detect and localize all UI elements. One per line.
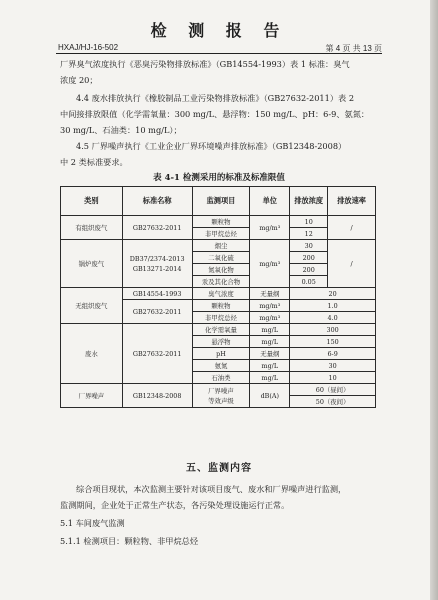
item-cell: 厂界噪声 等效声级 bbox=[192, 384, 250, 408]
header-standard: 标准名称 bbox=[122, 187, 192, 216]
monitoring-content-paragraph: 综合项目现状，本次监测主要针对该项目废气、废水和厂界噪声进行监测， 监测期间，企业处于正常生产状态，各污染处理设施运行正常。 bbox=[60, 484, 347, 510]
unit-cell: mg/m³ bbox=[250, 300, 290, 312]
header-category: 类别 bbox=[61, 187, 123, 216]
category-cell: 无组织废气 bbox=[61, 288, 123, 324]
unit-cell: mg/L bbox=[250, 372, 290, 384]
limit-cell: 4.0 bbox=[290, 312, 376, 324]
item-cell: 颗粒物 bbox=[192, 216, 250, 228]
item-cell: 悬浮物 bbox=[192, 336, 250, 348]
page-number: 第 4 页 共 13 页 bbox=[325, 44, 382, 53]
standard-cell: GB12348-2008 bbox=[122, 384, 192, 408]
table-row bbox=[61, 288, 376, 300]
item-cell: 氮氧化物 bbox=[192, 264, 250, 276]
standard-cell: GB14554-1993 bbox=[122, 288, 192, 300]
unit-cell: 无量纲 bbox=[250, 288, 290, 300]
limit-cell-day: 60（昼间） bbox=[290, 384, 376, 396]
limit-cell-night: 50（夜间） bbox=[290, 396, 376, 408]
header-rate: 排放速率 bbox=[328, 187, 376, 216]
table-caption: 表 4-1 检测采用的标准及标准限值 bbox=[153, 173, 285, 183]
document-id: HXAJ/HJ-16-502 bbox=[58, 43, 119, 52]
category-cell: 厂界噪声 bbox=[61, 384, 123, 408]
limit-cell: 30 bbox=[290, 360, 376, 372]
unit-cell: dB(A) bbox=[250, 384, 290, 408]
item-cell: 颗粒物 bbox=[192, 300, 250, 312]
limit-cell: 200 bbox=[290, 252, 328, 264]
standard-cell: GB27632-2011 bbox=[122, 300, 192, 324]
item-cell: 非甲烷总烃 bbox=[192, 228, 250, 240]
standard-cell: GB27632-2011 bbox=[122, 216, 192, 240]
limit-cell: 10 bbox=[290, 216, 328, 228]
subsection-heading: 5.1 车间废气监测 bbox=[60, 518, 125, 528]
unit-cell: mg/m³ bbox=[250, 216, 290, 240]
item-cell: 二氧化硫 bbox=[192, 252, 250, 264]
unit-cell: mg/L bbox=[250, 360, 290, 372]
table-row bbox=[61, 240, 376, 252]
standard-cell: DB37/2374-2013 GB13271-2014 bbox=[122, 240, 192, 288]
page-edge-shadow bbox=[430, 0, 438, 600]
limit-cell: 150 bbox=[290, 336, 376, 348]
table-header-row bbox=[61, 187, 376, 216]
item-cell: 烟尘 bbox=[192, 240, 250, 252]
category-cell: 锅炉废气 bbox=[61, 240, 123, 288]
limit-cell: 12 bbox=[290, 228, 328, 240]
limit-cell: 300 bbox=[290, 324, 376, 336]
item-cell: 石油类 bbox=[192, 372, 250, 384]
item-cell: 氨氮 bbox=[192, 360, 250, 372]
table-row bbox=[61, 216, 376, 228]
category-cell: 废水 bbox=[61, 324, 123, 384]
category-cell: 有组织废气 bbox=[61, 216, 123, 240]
limit-cell: 10 bbox=[290, 372, 376, 384]
section-title: 五、监测内容 bbox=[186, 463, 252, 474]
limit-cell: 200 bbox=[290, 264, 328, 276]
item-cell: 臭气浓度 bbox=[192, 288, 250, 300]
header-item: 监测项目 bbox=[192, 187, 250, 216]
item-cell: 汞及其化合物 bbox=[192, 276, 250, 288]
limit-cell: 30 bbox=[290, 240, 328, 252]
wastewater-standard-text: 4.4 废水排放执行《橡胶制品工业污染物排放标准》（GB27632-2011）表 2 中间接排放限值（化学需氧量：300 mg/L、悬浮物：150 mg/L、pH：6-9、氨氮： 30 mg/L、石油类：10 mg/L）； bbox=[60, 93, 370, 135]
rate-cell: / bbox=[328, 216, 376, 240]
header-limit: 排放浓度 bbox=[290, 187, 328, 216]
report-title: 检 测 报 告 bbox=[150, 21, 288, 40]
item-cell: 非甲烷总烃 bbox=[192, 312, 250, 324]
rate-cell: / bbox=[328, 240, 376, 288]
standard-cell: GB27632-2011 bbox=[122, 324, 192, 384]
table-row bbox=[61, 324, 376, 336]
table-row bbox=[61, 384, 376, 396]
noise-standard-text: 4.5 厂界噪声执行《工业企业厂界环境噪声排放标准》（GB12348-2008） 中 2 类标准要求。 bbox=[60, 141, 347, 167]
header-rule bbox=[56, 53, 382, 54]
unit-cell: mg/m³ bbox=[250, 312, 290, 324]
subsection-item: 5.1.1 检测项目：颗粒物、非甲烷总烃 bbox=[60, 536, 199, 546]
unit-cell: 无量纲 bbox=[250, 348, 290, 360]
unit-cell: mg/L bbox=[250, 336, 290, 348]
unit-cell: mg/L bbox=[250, 324, 290, 336]
unit-cell: mg/m³ bbox=[250, 240, 290, 288]
standards-table bbox=[60, 186, 376, 408]
header-unit: 单位 bbox=[250, 187, 290, 216]
odor-standard-text: 厂界臭气浓度执行《恶臭污染物排放标准》（GB14554-1993）表 1 标准：臭气 浓度 20； bbox=[60, 59, 350, 85]
limit-cell: 20 bbox=[290, 288, 376, 300]
item-cell: 化学需氧量 bbox=[192, 324, 250, 336]
limit-cell: 1.0 bbox=[290, 300, 376, 312]
limit-cell: 6-9 bbox=[290, 348, 376, 360]
limit-cell: 0.05 bbox=[290, 276, 328, 288]
item-cell: pH bbox=[192, 348, 250, 360]
